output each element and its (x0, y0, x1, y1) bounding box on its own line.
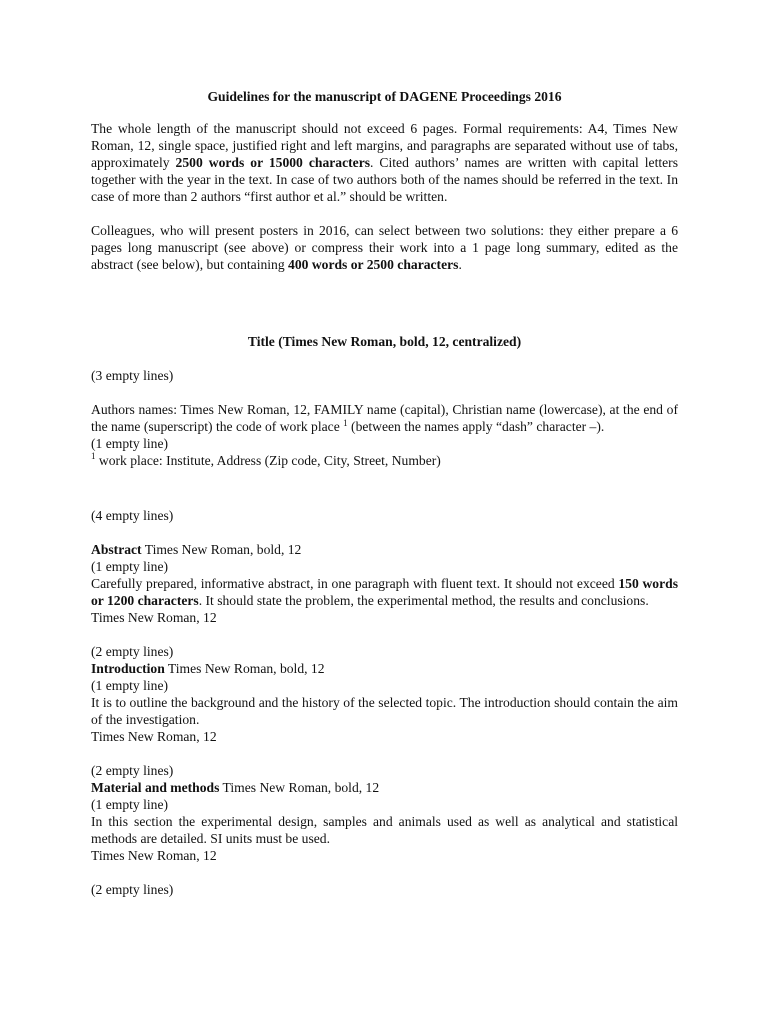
template-title-line: Title (Times New Roman, bold, 12, centralized) (247, 334, 522, 349)
introduction-heading-rest: Times New Roman, bold, 12 (164, 661, 325, 676)
introduction-heading (91, 660, 678, 677)
workplace-superscript: 1 (91, 451, 96, 461)
methods-font-note: Times New Roman, 12 (91, 848, 217, 863)
posters-word-limit: 400 words or 2500 characters (288, 257, 459, 272)
workplace-line (91, 452, 678, 469)
intro-word-limit: 2500 words or 15000 characters (175, 155, 371, 170)
authors-text-b: (between the names apply “dash” character –). (347, 419, 605, 434)
introduction-heading-bold: Introduction (91, 661, 165, 676)
methods-heading (91, 779, 678, 796)
four-empty-lines-note: (4 empty lines) (91, 508, 174, 523)
methods-empty-note: (1 empty line) (91, 797, 169, 812)
abstract-font-note: Times New Roman, 12 (91, 610, 217, 625)
introduction-empty-note: (1 empty line) (91, 678, 169, 693)
document-title: Guidelines for the manuscript of DAGENE Proceedings 2016 (207, 89, 562, 104)
spacer (91, 273, 678, 333)
introduction-empty-before: (2 empty lines) (91, 644, 174, 659)
spacer (91, 469, 678, 507)
spacer (91, 350, 678, 367)
three-empty-lines-note: (3 empty lines) (91, 368, 174, 383)
authors-text-a: Authors names: Times New Roman, 12, FAMILY name (capital), Christian name (lowercase), at the end of the name (superscript) the code of work place (91, 402, 678, 434)
posters-text-a: Colleagues, who will present posters in 2016, can select between two solutions: they either prepare a 6 pages long manuscript (see above) or compress their work into a 1 page long summary, edited as the abstract (see below), but containing (91, 223, 678, 272)
abstract-empty-note: (1 empty line) (91, 559, 169, 574)
spacer (91, 524, 678, 541)
methods-paragraph: In this section the experimental design, samples and animals used as well as analytical and statistical methods are detailed. SI units must be used. (91, 814, 678, 846)
one-empty-line-note: (1 empty line) (91, 436, 169, 451)
abstract-word-limit: 150 words or 1200 characters (91, 576, 678, 608)
introduction-paragraph: It is to outline the background and the history of the selected topic. The introduction should contain the aim of the investigation. (91, 695, 678, 727)
introduction-font-note: Times New Roman, 12 (91, 729, 217, 744)
intro-paragraph (91, 120, 678, 205)
methods-empty-before: (2 empty lines) (91, 763, 174, 778)
abstract-heading-bold: Abstract (91, 542, 142, 557)
authors-superscript: 1 (343, 418, 348, 428)
abstract-text-b: . It should state the problem, the experimental method, the results and conclusions. (198, 593, 649, 608)
spacer (91, 626, 678, 643)
intro-text-b: . Cited authors’ names are written with capital letters together with the year in the text. In case of two authors both of the names should be referred in the text. In case of more than 2 authors “first author et al.” should be written. (91, 155, 678, 204)
methods-heading-bold: Material and methods (91, 780, 220, 795)
abstract-heading (91, 541, 678, 558)
intro-text-a: The whole length of the manuscript should not exceed 6 pages. Formal requirements: A4, Times New Roman, 12, single space, justified right and left margins, and paragraphs are separated without use of tabs, approximately (91, 121, 678, 170)
abstract-paragraph (91, 575, 678, 609)
methods-heading-rest: Times New Roman, bold, 12 (219, 780, 380, 795)
spacer (91, 384, 678, 401)
spacer (91, 205, 678, 222)
spacer (91, 864, 678, 881)
spacer (91, 745, 678, 762)
posters-text-b: . (458, 257, 462, 272)
after-methods-empty-note: (2 empty lines) (91, 882, 174, 897)
abstract-text-a: Carefully prepared, informative abstract, in one paragraph with fluent text. It should not exceed (91, 576, 619, 591)
posters-paragraph (91, 222, 678, 273)
abstract-heading-rest: Times New Roman, bold, 12 (141, 542, 302, 557)
workplace-text: work place: Institute, Address (Zip code, City, Street, Number) (95, 453, 441, 468)
authors-paragraph (91, 401, 678, 435)
document-page (91, 88, 678, 898)
